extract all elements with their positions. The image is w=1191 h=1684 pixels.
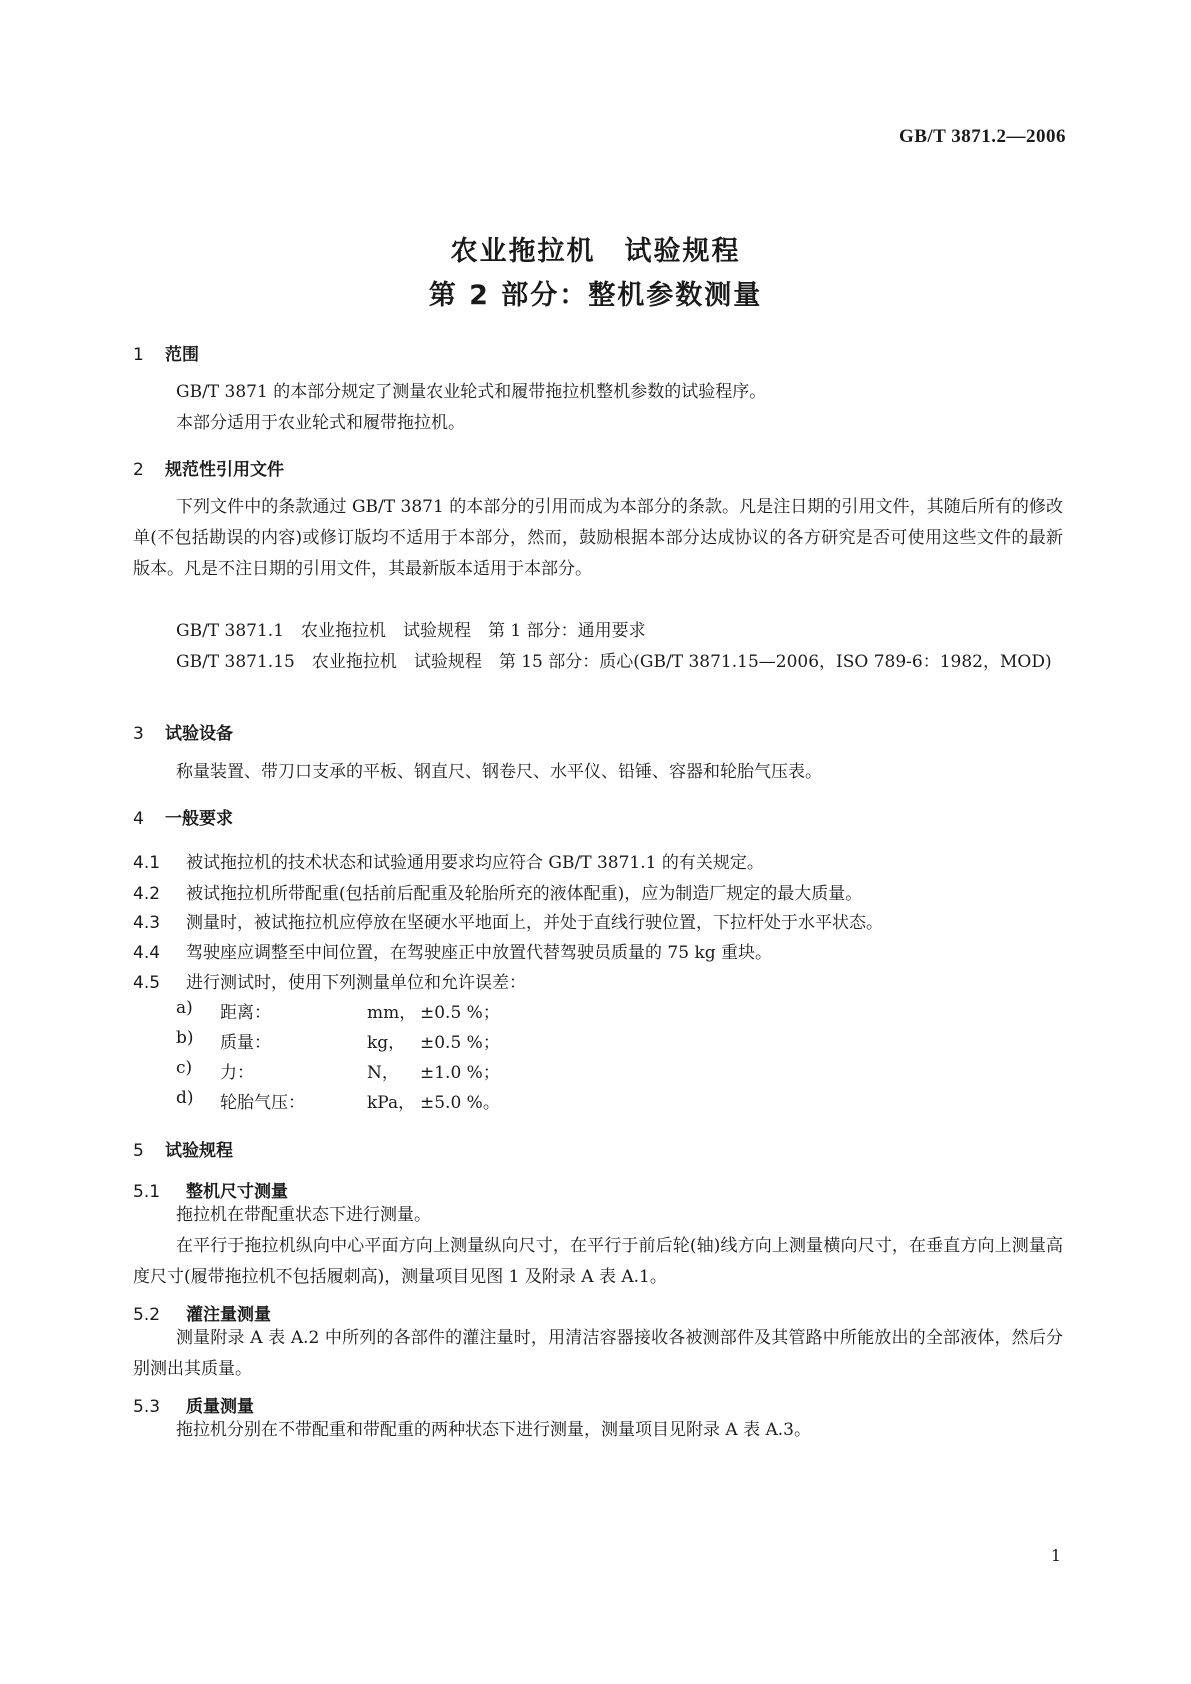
- document-subtitle: 第 2 部分：整机参数测量: [428, 280, 763, 311]
- unit: mm，: [367, 1003, 417, 1023]
- page-number: 1: [1050, 1546, 1061, 1565]
- section-number: 1: [133, 345, 144, 365]
- paragraph: GB/T 3871 的本部分规定了测量农业轮式和履带拖拉机整机参数的试验程序。: [176, 382, 767, 402]
- section-number: 4: [133, 809, 144, 829]
- quantity-name: 距离：: [220, 1003, 271, 1023]
- document-title: 农业拖拉机 试验规程: [450, 236, 741, 267]
- tolerance: ±1.0 %；: [420, 1063, 500, 1083]
- section-number: 3: [133, 724, 144, 744]
- clause-number: 4.4: [133, 943, 161, 963]
- section-5-heading: [133, 1136, 233, 1161]
- subsection-5-1-heading: [133, 1177, 288, 1202]
- clause-4-5: [133, 968, 526, 993]
- paragraph: 本部分适用于农业轮式和履带拖拉机。: [176, 413, 465, 433]
- clause-4-4: [133, 938, 772, 963]
- quantity-name: 质量：: [220, 1033, 271, 1053]
- quantity-name: 力：: [220, 1063, 254, 1083]
- paragraph: 测量附录 A 表 A.2 中所列的各部件的灌注量时，用清洁容器接收各被测部件及其管路中所能放出的全部液体，然后分别测出其质量。: [133, 1328, 1063, 1379]
- clause-text: 进行测试时，使用下列测量单位和允许误差：: [186, 973, 526, 993]
- subsection-number: 5.3: [133, 1397, 161, 1417]
- section-number: 5: [133, 1141, 144, 1161]
- section-3-heading: [133, 719, 233, 744]
- list-label: d): [176, 1088, 194, 1108]
- section-title: 试验设备: [165, 724, 233, 744]
- section-title: 一般要求: [165, 809, 233, 829]
- section-4-heading: [133, 804, 233, 829]
- paragraph: 称量装置、带刀口支承的平板、钢直尺、钢卷尺、水平仪、铅锤、容器和轮胎气压表。: [176, 762, 822, 782]
- quantity-name: 轮胎气压：: [220, 1093, 305, 1113]
- clause-number: 4.2: [133, 884, 161, 904]
- tolerance: ±0.5 %；: [420, 1003, 500, 1023]
- clause-number: 4.3: [133, 913, 161, 933]
- section-number: 2: [133, 460, 144, 480]
- clause-number: 4.5: [133, 973, 161, 993]
- reference-item: GB/T 3871.1 农业拖拉机 试验规程 第 1 部分：通用要求: [176, 621, 646, 641]
- subsection-number: 5.2: [133, 1305, 161, 1325]
- paragraph: 拖拉机在带配重状态下进行测量。: [176, 1205, 431, 1225]
- clause-4-1: [133, 848, 764, 873]
- clause-text: 测量时，被试拖拉机应停放在坚硬水平地面上，并处于直线行驶位置，下拉杆处于水平状态。: [186, 913, 883, 933]
- section-title: 规范性引用文件: [165, 460, 284, 480]
- tolerance: ±0.5 %；: [420, 1033, 500, 1053]
- clause-text: 驾驶座应调整至中间位置，在驾驶座正中放置代替驾驶员质量的 75 kg 重块。: [186, 943, 773, 963]
- unit: kPa，: [367, 1093, 416, 1113]
- section-2-heading: [133, 455, 284, 480]
- unit: N，: [367, 1063, 399, 1083]
- paragraph: 在平行于拖拉机纵向中心平面方向上测量纵向尺寸，在平行于前后轮(轴)线方向上测量横向尺寸，在垂直方向上测量高度尺寸(履带拖拉机不包括履刺高)，测量项目见图 1 及附录 A 表 A.1。: [133, 1236, 1063, 1287]
- paragraph: 拖拉机分别在不带配重和带配重的两种状态下进行测量，测量项目见附录 A 表 A.3。: [176, 1420, 811, 1440]
- reference-item: GB/T 3871.15 农业拖拉机 试验规程 第 15 部分：质心(GB/T 3871.15—2006，ISO 789-6：1982，MOD): [176, 652, 1052, 672]
- list-label: a): [176, 998, 193, 1018]
- clause-text: 被试拖拉机的技术状态和试验通用要求均应符合 GB/T 3871.1 的有关规定。: [186, 853, 764, 873]
- standard-code: GB/T 3871.2—2006: [898, 126, 1066, 147]
- tolerance: ±5.0 %。: [420, 1093, 500, 1113]
- paragraph: 下列文件中的条款通过 GB/T 3871 的本部分的引用而成为本部分的条款。凡是注日期的引用文件，其随后所有的修改单(不包括勘误的内容)或修订版均不适用于本部分，然而，鼓励根据本部分达成协议的各方研究是否可使用这些文件的最新版本。凡是不注日期的引用文件，其最新版本适用于本部分。: [133, 497, 1063, 579]
- clause-4-2: [133, 879, 862, 904]
- list-label: b): [176, 1028, 194, 1048]
- section-1-heading: [133, 340, 199, 365]
- subsection-title: 质量测量: [186, 1397, 254, 1417]
- subsection-title: 灌注量测量: [186, 1305, 271, 1325]
- subsection-number: 5.1: [133, 1182, 161, 1202]
- subsection-5-3-heading: [133, 1392, 254, 1417]
- list-label: c): [176, 1058, 193, 1078]
- section-title: 试验规程: [165, 1141, 233, 1161]
- clause-4-3: [133, 908, 883, 933]
- subsection-title: 整机尺寸测量: [186, 1182, 288, 1202]
- section-title: 范围: [165, 345, 199, 365]
- clause-text: 被试拖拉机所带配重(包括前后配重及轮胎所充的液体配重)，应为制造厂规定的最大质量。: [186, 884, 863, 904]
- clause-number: 4.1: [133, 853, 161, 873]
- unit: kg，: [367, 1033, 406, 1053]
- subsection-5-2-heading: [133, 1300, 271, 1325]
